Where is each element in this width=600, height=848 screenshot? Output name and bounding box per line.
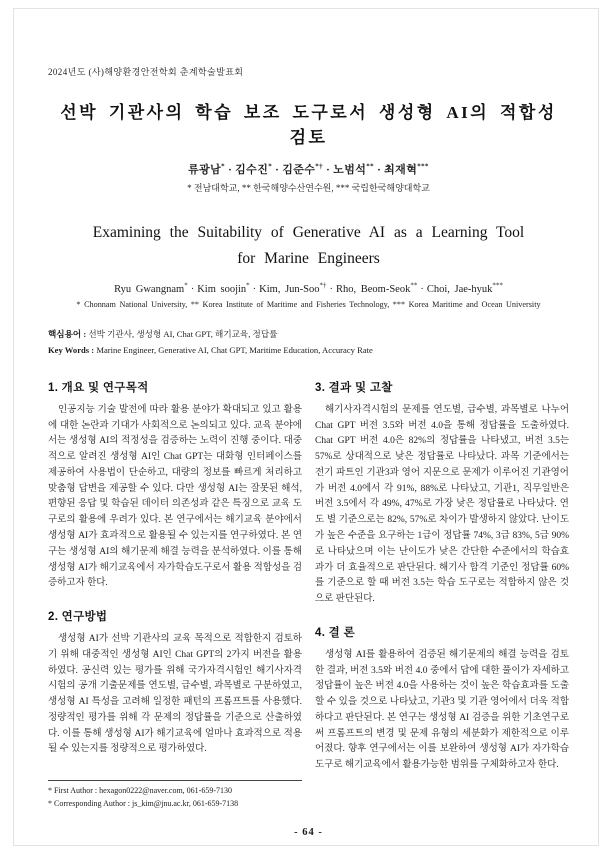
section-body: 인공지능 기술 발전에 따라 활용 분야가 확대되고 있고 활용에 대한 논란과 기대가 사회적으로 논의되고 있다. 교육 분야에서는 생성형 AI의 적정성을 검증하는 노력이 진행 중이다. 대중적으로 알려진 생성형 AI인 Chat GPT는 대화형 인터페이스를 제공하여 사용법이 단순하고, 대량의 정보를 빠르게 처리하고 맞춤형 답변을 제공할 수 있다. 다만 생성형 AI는 잘못된 해석, 편향된 응답 및 학습된 데이터 의존성과 같은 특징으로 교육 도구로의 활용에 우려가 있다. 본 연구에서는 해기교육 분야에서 생성형 AI가 효과적으로 활용될 수 있는지를 연구하였다. 본 연구는 생성형 AI의 해기문제 해결 능력을 분석하였다. 이를 통해 생성형 AI가 해기교육에서 자가학습도구로서 활용 적합성을 검증하고자 한다. (48, 404, 302, 589)
author-separator: · (420, 284, 424, 296)
author-name: 최재혁*** (384, 162, 429, 176)
right-column (315, 379, 569, 811)
author-name: 류광남* (188, 162, 226, 176)
author-marker: *** (417, 162, 429, 171)
author-separator: · (228, 164, 233, 176)
author-separator: · (377, 164, 382, 176)
author-separator: · (190, 284, 195, 296)
author-separator: · (326, 164, 331, 176)
section-heading: 2. 연구방법 (48, 611, 108, 624)
author-name: Choi, Jae-hyuk*** (426, 281, 503, 296)
affiliation-english: * Chonnam National University, ** Korea Institute of Maritime and Fisheries Technology, *** Korea Maritime and Ocean University (76, 300, 541, 310)
author-name: 김준수*† (282, 162, 324, 176)
conference-header: 2024년도 (사)해양환경안전학회 춘계학술발표회 (48, 67, 244, 77)
section-heading: 3. 결과 및 고찰 (315, 381, 393, 394)
author-name: Ryu Gwangnam* (114, 281, 188, 296)
keywords-korean (48, 327, 569, 343)
section-heading: 1. 개요 및 연구목적 (48, 381, 149, 394)
footnote-corresponding-author: * Corresponding Author : js_kim@jnu.ac.kr, 061-659-7138 (48, 799, 239, 809)
author-list-english (48, 281, 569, 296)
paper-title-english-line2: for Marine Engineers (237, 250, 380, 268)
page-content (14, 9, 598, 838)
author-name: Kim soojin* (197, 281, 250, 296)
keywords-english-label: Key Words : (48, 344, 95, 355)
keywords-english-text: Marine Engineer, Generative AI, Chat GPT, Maritime Education, Accuracy Rate (96, 344, 373, 355)
author-marker: * (184, 281, 188, 290)
keywords-english (48, 343, 569, 359)
author-separator: · (275, 164, 280, 176)
paper-title-english (48, 220, 569, 272)
author-marker: * (246, 281, 250, 290)
author-marker: ** (366, 162, 375, 171)
author-marker: *** (492, 281, 503, 290)
left-column (48, 379, 302, 811)
affiliation-korean: * 전남대학교, ** 한국해양수산연수원, *** 국립한국해양대학교 (187, 183, 430, 193)
author-name: Rho, Beom-Seok** (336, 281, 418, 296)
section-results (315, 379, 569, 608)
section-heading: 4. 결 론 (315, 626, 355, 639)
footnote-first-author: * First Author : hexagon0222@naver.com, 061-659-7130 (48, 786, 233, 796)
section-conclusion (315, 624, 569, 774)
section-body: 생성형 AI를 활용하여 검증된 해기문제의 해결 능력을 검토한 결과, 버전 3.5와 버전 4.0 중에서 답에 대한 풀이가 자세하고 정답률이 높은 버전 4.0을 사용하는 것이 높은 학습효과를 도출할 수 있을 것으로 나타났고, 기관3 및 기관 영어에서 더욱 적합하다고 판단된다. 본 연구는 생성형 AI 검증을 위한 기초연구로써 프롬프트의 변경 및 문제 유형의 세분화가 제한적으로 이루어졌다. 향후 연구에서는 이를 보완하여 생성형 AI가 자가학습 도구로 해기교육에서 활용가능한 범위를 구체화하고자 한다. (315, 649, 569, 771)
author-name: 노범석** (333, 162, 375, 176)
section-introduction (48, 379, 302, 592)
author-separator: · (252, 284, 257, 296)
paper-page (13, 8, 599, 846)
author-name: 김수진* (235, 162, 273, 176)
author-marker: * (221, 162, 226, 171)
author-name: Kim, Jun-Soo*† (259, 281, 327, 296)
author-separator: · (329, 284, 333, 296)
paper-title-english-line1: Examining the Suitability of Generative AI as a Learning Tool (92, 224, 525, 241)
section-body: 해기사자격시험의 문제를 연도별, 급수별, 과목별로 나누어 Chat GPT 버전 3.5와 버전 4.0을 통해 정답률을 도출하였다. Chat GPT 버전 4.0은 82%의 정답률을 나타냈고, 버전 3.5는 57%로 상대적으로 낮은 정답률로 나타났다. 과목 기준에서는 전기 파트인 기관3과 영어 지문으로 문제가 이루어진 기관영어가 버전 4.0에서 각 91%, 88%로 나타났고, 기관1, 직무일반은 버전 3.5에서 각 49%, 47%로 가장 낮은 정답률로 나타났다. 연도 별 기준으로는 82%, 57%로 차이가 발생하지 않았다. 난이도가 높은 수준을 요구하는 1급이 정답률 74%, 3급 83%, 5급 90%로 나타났으며 이는 난이도가 낮은 간단한 수준에서의 학습효과가 더 효율적으로 판단된다. 해기사 합격 기준인 정답률 60%를 기준으로 할 때 버전 3.5는 학습 도구로는 적합하지 않은 것으로 판단된다. (315, 404, 569, 605)
page-number: - 64 - (294, 826, 323, 838)
keywords-block (48, 327, 569, 359)
paper-title-korean: 선박 기관사의 학습 보조 도구로서 생성형 AI의 적합성 검토 (60, 103, 557, 147)
two-column-body (48, 379, 569, 811)
author-marker: * (268, 162, 273, 171)
keywords-korean-label: 핵심용어 : (48, 329, 87, 340)
author-list-korean (48, 161, 569, 177)
section-method (48, 608, 302, 758)
author-marker: ** (410, 281, 418, 290)
author-marker: *† (315, 162, 324, 171)
keywords-korean-text: 선박 기관사, 생성형 AI, Chat GPT, 해기교육, 정답률 (88, 329, 278, 340)
footnote-block (48, 780, 302, 811)
author-marker: *† (319, 281, 327, 290)
section-body: 생성형 AI가 선박 기관사의 교육 목적으로 적합한지 검토하기 위해 대중적인 생성형 AI인 Chat GPT의 2가지 버전을 활용하였다. 공신력 있는 평가를 위해 국가자격시험인 해기사자격시험의 공개 기출문제를 연도별, 급수별, 과목별로 구분하였고, 생성형 AI 특성을 고려해 일정한 패턴의 프롬프트를 사용했다. 정량적인 평가를 위해 각 문제의 정답률을 기준으로 산출하였다. 이를 통해 생성형 AI가 해기교육에 얼마나 효과적으로 적용될 수 있는지를 정량적으로 평가하였다. (48, 634, 302, 755)
